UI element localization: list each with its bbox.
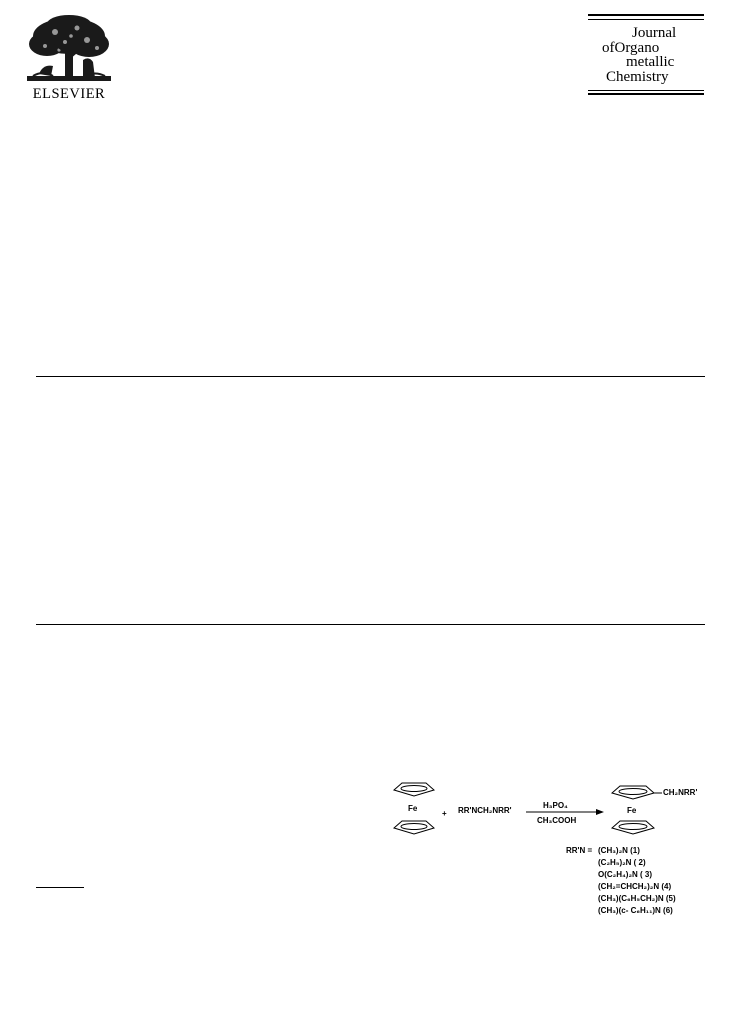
- fe-label-left: Fe: [408, 804, 418, 813]
- amine-item: (CH₂=CHCH₂)₂N (4): [598, 882, 672, 891]
- fe-label-right: Fe: [627, 806, 637, 815]
- journal-bottom-rule-thin: [588, 90, 704, 91]
- catalyst-label: H₃PO₄: [543, 801, 568, 810]
- reaction-arrow-head: [596, 809, 604, 815]
- journal-title: [588, 26, 704, 84]
- journal-title-line: Journal: [632, 25, 677, 41]
- plus-sign: +: [442, 809, 447, 818]
- journal-bottom-rule: [588, 93, 704, 95]
- cp-ring-left-top-inner: [401, 786, 427, 792]
- amine-item: (C₂H₅)₂N ( 2): [598, 858, 646, 867]
- abstract-bottom-divider: [36, 624, 705, 625]
- cp-ring-left-bottom-inner: [401, 824, 427, 830]
- amine-item: (CH₃)₂N (1): [598, 846, 640, 855]
- reagent-label: RR'NCH₂NRR': [458, 806, 512, 815]
- amine-item: (CH₃)(C₆H₅CH₂)N (5): [598, 894, 676, 903]
- solvent-label: CH₃COOH: [537, 816, 577, 825]
- journal-top-rule: [588, 14, 704, 16]
- journal-top-rule-thin: [588, 19, 704, 20]
- amine-prefix: RR'N =: [566, 846, 593, 855]
- abstract-top-divider: [36, 376, 705, 377]
- journal-title-line: Chemistry: [606, 68, 669, 85]
- amine-item: (CH₃)(c- C₆H₁₁)N (6): [598, 906, 673, 915]
- reaction-scheme: [380, 776, 710, 926]
- journal-title-line: ofOrgano: [602, 39, 660, 56]
- publisher-name: ELSEVIER: [32, 86, 106, 102]
- cp-ring-right-bottom-inner: [619, 824, 647, 830]
- cp-ring-left-top: [394, 783, 434, 796]
- cp-ring-right-top-inner: [619, 789, 647, 795]
- footnote-rule: [36, 887, 84, 888]
- amine-item: O(C₂H₄)₂N ( 3): [598, 870, 653, 879]
- product-substituent-label: CH₂NRR': [663, 788, 698, 797]
- scheme-drawing: [380, 776, 710, 926]
- cp-ring-right-top: [612, 786, 654, 799]
- journal-title-line: metallic: [626, 54, 675, 70]
- journal-logo: [588, 14, 704, 98]
- cp-ring-left-bottom: [394, 821, 434, 834]
- cp-ring-right-bottom: [612, 821, 654, 834]
